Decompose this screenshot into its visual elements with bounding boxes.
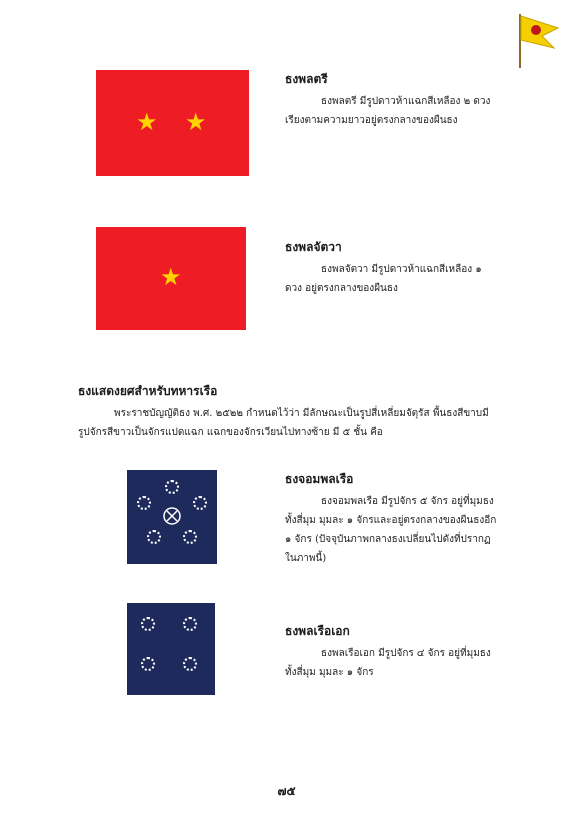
chakra-icon [141,657,155,671]
chakra-icon [141,617,155,631]
section-heading: ธงแสดงยศสำหรับทหารเรือ [78,384,218,398]
chakra-icon [137,496,151,510]
chakra-icon [193,496,207,510]
flag-description: ธงพลตรี มีรูปดาวห้าแฉกสีเหลือง ๒ ดวง เรียงตามความยาวอยู่ตรงกลางของผืนธง [285,96,491,126]
chakra-icon [183,530,197,544]
flag-brigadier-general [96,227,246,330]
center-emblem-icon [162,506,182,526]
corner-pennant-icon [512,10,562,70]
yellow-star-icon: ★ [160,263,182,291]
page-number: ๗๕ [277,784,296,798]
section-intro: พระราชบัญญัติธง พ.ศ. ๒๕๒๒ กำหนดไว้ว่า มีลักษณะเป็นรูปสี่เหลี่ยมจัตุรัส พื้นธงสีขาบมีรูปจักรสีขาวเป็นจักรแปดแฉก แฉกของจักรเวียนไปทางซ้าย มี ๕ ชั้น คือ [78,408,489,438]
chakra-icon [183,657,197,671]
flag-title: ธงพลจัตวา [285,240,342,254]
yellow-star-icon: ★ [136,108,158,136]
flag-major-general [96,70,249,176]
flag-title: ธงจอมพลเรือ [285,472,354,486]
chakra-icon [183,617,197,631]
flag-admiral [127,603,215,695]
chakra-icon [165,480,179,494]
chakra-icon [147,530,161,544]
yellow-star-icon: ★ [185,108,207,136]
flag-description: ธงจอมพลเรือ มีรูปจักร ๕ จักร อยู่ที่มุมธงทั้งสี่มุม มุมละ ๑ จักรและอยู่ตรงกลางของผืนธงอีก ๑ จักร (ปัจจุบันภาพกลางธงเปลี่ยนไปดังที่ปรากฏในภาพนี้) [285,496,497,564]
flag-title: ธงพลเรือเอก [285,624,350,638]
flag-description: ธงพลเรือเอก มีรูปจักร ๔ จักร อยู่ที่มุมธงทั้งสี่มุม มุมละ ๑ จักร [285,648,491,678]
flag-admiral-of-the-fleet [127,470,217,564]
flag-description: ธงพลจัตวา มีรูปดาวห้าแฉกสีเหลือง ๑ ดวง อยู่ตรงกลางของผืนธง [285,264,482,294]
flag-title: ธงพลตรี [285,72,328,86]
